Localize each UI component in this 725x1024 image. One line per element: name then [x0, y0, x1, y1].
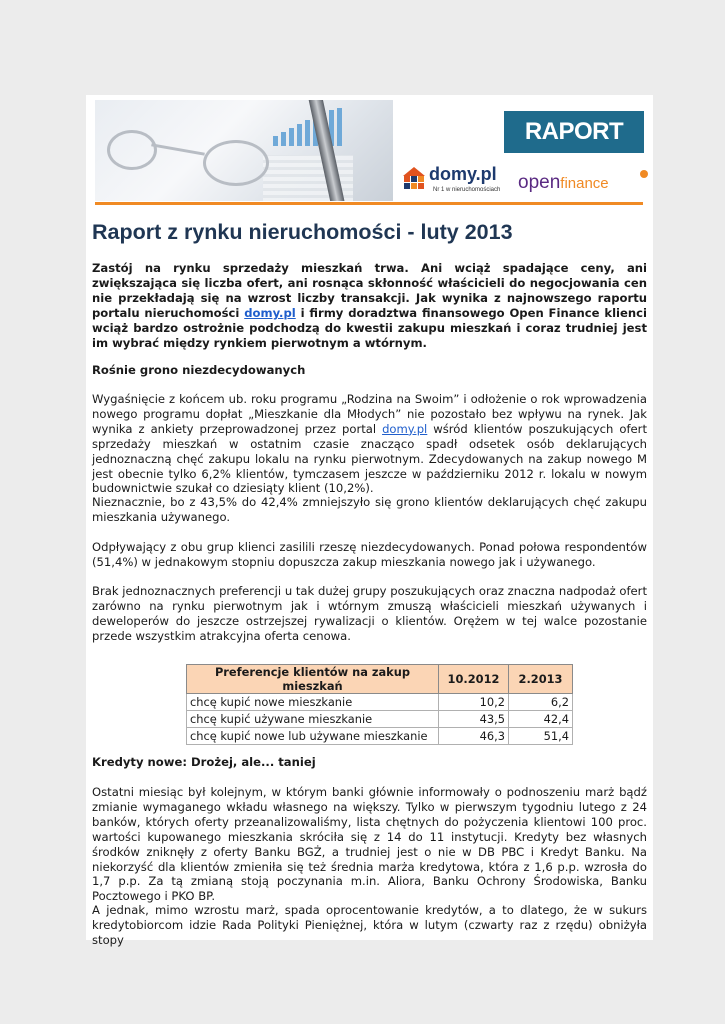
lead-text-2: i firmy doradztwa finansowego Open Finance klienci wciąż bardzo ostrożnie podchodzą do kwestii zakupu mieszkań i coraz trudniej jest im wybrać między rynkiem pierwotnym a wtórnym.	[92, 305, 647, 350]
domy-tagline: Nr 1 w nieruchomościach	[433, 187, 501, 193]
paragraph-4: Brak jednoznacznych preferencji u tak dużej grupy poszukujących oraz znaczna nadpodaż ofert zarówno na rynku pierwotnym jak i wtórnym zmuszą właścicieli mieszkań używanych i deweloperów do jeszcze ostrzejszej rywalizacji o klientów. Orężem w tej walce pozostanie przede wszystkim atrakcyjna oferta cenowa.	[92, 584, 647, 643]
paragraph-1-text-2: wśród klientów poszukujących ofert sprzedaży mieszkań w ostatnim czasie znacząco spadł odsetek osób deklarujących jednoznaczną chęć zakupu lokalu na rynku pierwotnym. Zdecydowanych na zakup nowego M jest obecnie tylko 6,2% klientów, tymczasem jeszcze w październiku 2012 r. lokalu w nowym budownictwie szukał co dziesiąty klient (10,2%).	[92, 421, 647, 496]
openfinance-logo	[518, 172, 609, 194]
openfinance-dot-icon	[640, 170, 648, 178]
paragraph-1-text-1: Wygaśnięcie z końcem ub. roku programu „Rodzina na Swoim” i odłożenie o rok wprowadzenia nowego programu dopłat „Mieszkanie dla Młodych” nie pozostało bez wpływu na rynek. Jak wynika z ankiety przeprowadzonej przez portal	[92, 392, 647, 436]
table-header-row	[187, 665, 573, 694]
table-row	[187, 711, 573, 728]
glasses-lens-left	[107, 130, 157, 170]
table-header-cell: 2.2013	[509, 665, 573, 694]
domy-logo	[403, 162, 503, 200]
paragraph-5: Ostatni miesiąc był kolejnym, w którym banki głównie informowały o podnoszeniu marż bądź zmianie wymaganego wkładu własnego na większy. Tylko w pierwszym tygodniu lutego z 24 banków, których oferty przeanalizowaliśmy, lista chętnych do pożyczenia klientowi 100 proc. wartości kupowanego mieszkania skróciła się z 14 do 11 instytucji. Kredyty bez własnych środków zniknęły z oferty Banku BGŻ, a trudniej jest o nie w DB PBC i Kredyt Banku. Na niekorzyść dla klientów zmieniła się też średnia marża kredytowa, która z 1,6 p.p. wzrosła do 1,7 p.p. Za tą zmianą stoją poczynania m.in. Aliora, Banku Ochrony Środowiska, Banku Pocztowego i PKO BP.	[92, 785, 647, 904]
table-cell: chcę kupić nowe lub używane mieszkanie	[187, 728, 439, 745]
house-icon	[403, 166, 425, 192]
openfinance-finance-text: finance	[560, 175, 609, 192]
table-cell: 43,5	[439, 711, 509, 728]
table-cell: chcę kupić nowe mieszkanie	[187, 694, 439, 711]
table-cell: 42,4	[509, 711, 573, 728]
table-header-cell: 10.2012	[439, 665, 509, 694]
table-cell: 46,3	[439, 728, 509, 745]
paragraph-1	[92, 392, 647, 496]
glasses-lens-right	[203, 140, 269, 186]
table-header-cell: Preferencje klientów na zakup mieszkań	[187, 665, 439, 694]
page-title: Raport z rynku nieruchomości - luty 2013	[92, 220, 513, 244]
lead-text-1: Zastój na rynku sprzedaży mieszkań trwa. Ani wciąż spadające ceny, ani zwiększająca się liczba ofert, ani rosnąca skłonność właścicieli do negocjowania cen nie przekładają się na wzrost liczby transakcji. Jak wynika z najnowszego raportu portalu nieruchomości	[92, 261, 647, 320]
raport-label: RAPORT	[504, 111, 644, 153]
openfinance-open-text: open	[518, 172, 561, 193]
table-row	[187, 728, 573, 745]
table-cell: chcę kupić używane mieszkanie	[187, 711, 439, 728]
preferences-table	[186, 664, 573, 745]
paragraph-2: Nieznacznie, bo z 43,5% do 42,4% zmniejszyło się grono klientów deklarujących chęć zakupu mieszkania używanego.	[92, 495, 647, 524]
table-cell: 51,4	[509, 728, 573, 745]
header-banner	[95, 100, 643, 201]
paragraph-6: A jednak, mimo wzrostu marż, spada oprocentowanie kredytów, a to dlatego, że w sukurs kredytobiorcom idzie Rada Polityki Pieniężnej, która w lutym (czwarty raz z rzędu) obniżyła stopy	[92, 903, 647, 947]
paragraph-3: Odpływający z obu grup klienci zasilili rzeszę niezdecydowanych. Ponad połowa respondentów (51,4%) w jednakowym stopniu dopuszcza zakup mieszkania nowego jak i używanego.	[92, 540, 647, 569]
domy-link-2[interactable]: domy.pl	[382, 421, 428, 436]
glasses-bridge	[151, 143, 205, 155]
lead-paragraph	[92, 261, 647, 350]
domy-logo-text: domy.pl	[429, 164, 497, 184]
banner-photo	[95, 100, 393, 201]
section-heading-credits: Kredyty nowe: Drożej, ale... taniej	[92, 755, 316, 769]
table-cell: 6,2	[509, 694, 573, 711]
domy-link[interactable]: domy.pl	[244, 305, 296, 320]
section-heading-undecided: Rośnie grono niezdecydowanych	[92, 363, 306, 377]
table-cell: 10,2	[439, 694, 509, 711]
document-page	[86, 95, 653, 947]
header-divider	[95, 202, 643, 205]
table-row	[187, 694, 573, 711]
